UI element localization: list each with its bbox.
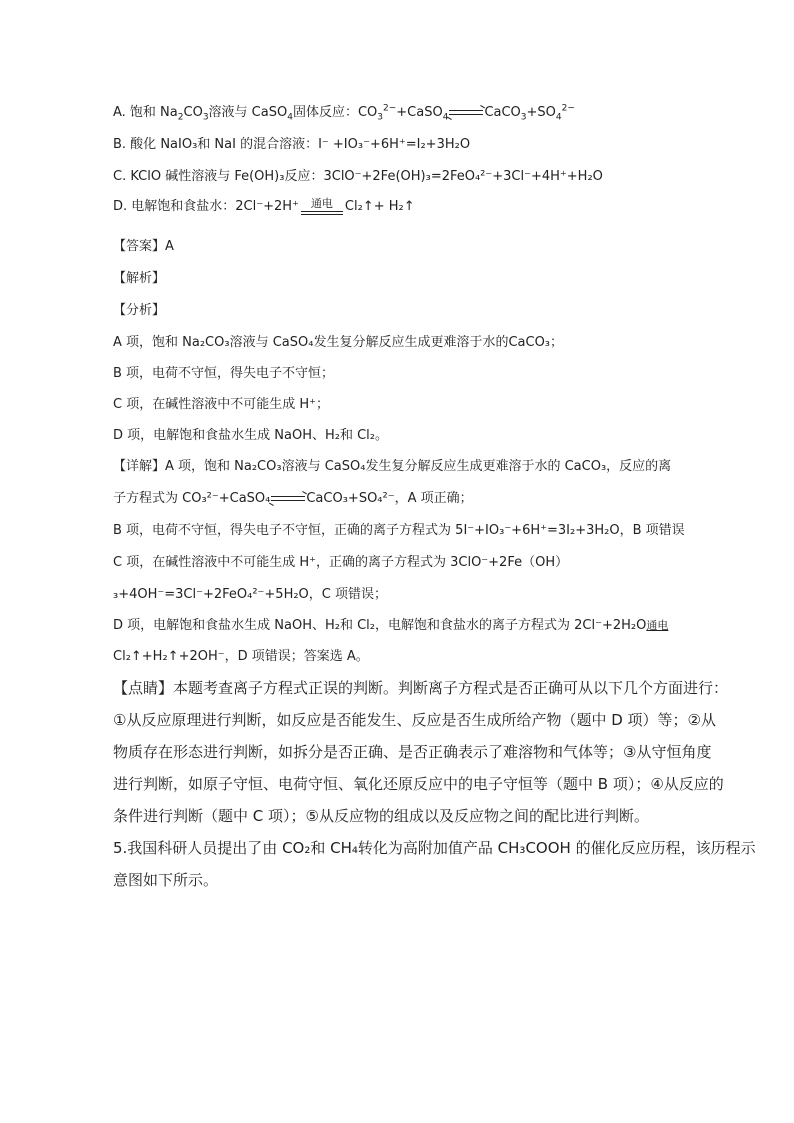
detail-line: Cl₂↑+H₂↑+2OH⁻，D 项错误；答案选 A。 <box>113 649 369 664</box>
condition-arrow <box>301 198 343 215</box>
reversible-arrow-icon <box>449 108 483 118</box>
text: 子方程式为 CO₃²⁻+CaSO₄ <box>113 491 271 506</box>
text: CO <box>183 105 203 120</box>
detail-line: B 项，电荷不守恒，得失电子不守恒，正确的离子方程式为 5I⁻+IO₃⁻+6H⁺=3I₂+3H₂O，B 项错误 <box>113 523 685 538</box>
condition-label: 通电 <box>646 619 669 632</box>
detail-line <box>113 490 473 508</box>
fenxi-line: A 项，饱和 Na₂CO₃溶液与 CaSO₄发生复分解反应生成更难溶于水的CaCO₃； <box>113 335 564 350</box>
question-5: 意图如下所示。 <box>113 871 219 889</box>
text: 固体反应：CO <box>292 105 378 120</box>
dianjing-line: 物质存在形态进行判断，如拆分是否正确、是否正确表示了难溶物和气体等；③从守恒角度 <box>113 743 712 761</box>
sub: 4 <box>555 112 562 123</box>
detail-line: C 项，在碱性溶液中不可能生成 H⁺，正确的离子方程式为 3ClO⁻+2Fe（OH） <box>113 555 569 570</box>
text: D 项，电解饱和食盐水生成 NaOH、H₂和 Cl₂，电解饱和食盐水的离子方程式为 2Cl⁻+2H₂O <box>113 618 647 633</box>
fenxi-line: B 项，电荷不守恒，得失电子不守恒； <box>113 366 335 381</box>
sub: 3 <box>202 112 209 123</box>
detail-line: 【详解】A 项，饱和 Na₂CO₃溶液与 CaSO₄发生复分解反应生成更难溶于水的 CaCO₃，反应的离 <box>113 459 672 474</box>
answer: 【答案】A <box>113 239 174 254</box>
sub: 4 <box>442 112 449 123</box>
fenxi-line: D 项，电解饱和食盐水生成 NaOH、H₂和 Cl₂。 <box>113 428 388 443</box>
sub: 2 <box>177 112 184 123</box>
sub: 4 <box>287 112 293 123</box>
sup: 2− <box>383 103 397 114</box>
option-d-text: D. 电解饱和食盐水：2Cl⁻+2H⁺ <box>113 199 299 214</box>
dianjing-line: 进行判断，如原子守恒、电荷守恒、氧化还原反应中的电子守恒等（题中 B 项）；④从反应的 <box>113 775 724 793</box>
detail-line: ₃+4OH⁻=3Cl⁻+2FeO₄²⁻+5H₂O，C 项错误； <box>113 587 387 602</box>
analysis-heading: 【解析】 <box>113 271 166 286</box>
fenxi-heading: 【分析】 <box>113 303 166 318</box>
text: +CaSO <box>396 105 443 120</box>
dianjing-line: ①从反应原理进行判断，如反应是否能发生、反应是否生成所给产物（题中 D 项）等；②从 <box>113 711 716 729</box>
option-a <box>113 104 575 122</box>
reversible-arrow-icon <box>271 494 305 504</box>
sub: 3 <box>377 112 383 123</box>
option-c: C. KClO 碱性溶液与 Fe(OH)₃反应：3ClO⁻+2Fe(OH)₃=2FeO₄²⁻+3Cl⁻+4H⁺+H₂O <box>113 169 603 184</box>
sub: 3 <box>520 112 527 123</box>
detail-line <box>113 617 668 635</box>
condition-label: 通电 <box>310 197 333 210</box>
option-d-products: Cl₂↑+ H₂↑ <box>344 199 415 214</box>
text: 溶液与 CaSO <box>208 105 288 120</box>
text: +SO <box>526 105 556 120</box>
dianjing-line: 【点睛】本题考查离子方程式正误的判断。判断离子方程式是否正确可从以下几个方面进行： <box>113 679 729 697</box>
option-b: B. 酸化 NaIO₃和 NaI 的混合溶液：I⁻ +IO₃⁻+6H⁺=I₂+3H₂O <box>113 137 471 152</box>
option-a-text: A. 饱和 Na <box>113 105 178 120</box>
sup: 2− <box>561 103 575 114</box>
option-d <box>113 198 415 216</box>
text: CaCO <box>484 105 521 120</box>
dianjing-line: 条件进行判断（题中 C 项）；⑤从反应物的组成以及反应物之间的配比进行判断。 <box>113 807 649 825</box>
question-5: 5.我国科研人员提出了由 CO₂和 CH₄转化为高附加值产品 CH₃COOH 的催化反应历程，该历程示 <box>113 839 756 857</box>
text: CaCO₃+SO₄²⁻，A 项正确； <box>306 491 473 506</box>
fenxi-line: C 项，在碱性溶液中不可能生成 H⁺； <box>113 397 329 412</box>
